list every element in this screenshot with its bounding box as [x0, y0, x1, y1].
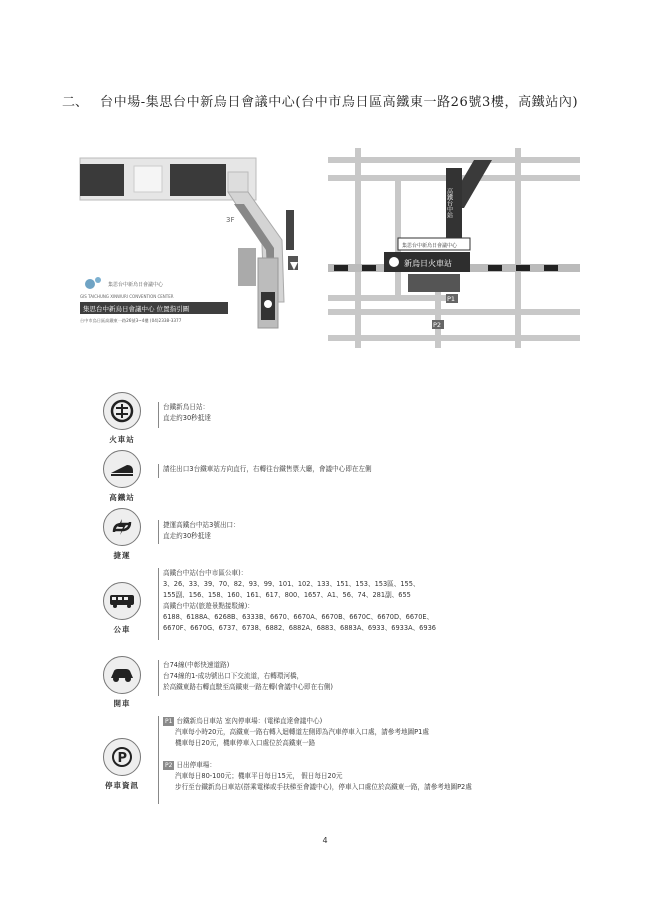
- high-speed-rail-text: [158, 464, 558, 478]
- parking-label: 停車資訊: [105, 781, 139, 790]
- p2-badge: P2: [165, 762, 173, 769]
- guide-address: 台中市烏日區高鐵東一路26號3~4樓 (04)2338-3377: [80, 318, 182, 323]
- bus-label: 公車: [113, 625, 131, 634]
- train-station-label: 新烏日火車站: [404, 259, 452, 268]
- car-icon: [103, 656, 141, 694]
- metro-label: 捷運: [113, 551, 131, 560]
- p1-heading-line: [163, 716, 558, 727]
- text-line: 高鐵台中站(旅遊景點接駁線)：: [163, 602, 254, 610]
- hsr-station-label: 高鐵台中站: [445, 188, 453, 218]
- metro-text: [158, 520, 558, 544]
- train-station-text: [158, 402, 558, 428]
- svg-text:P: P: [117, 751, 128, 766]
- brand-en: GIS TAICHUNG XINWURI CONVENTION CENTER: [80, 294, 174, 299]
- text-line: 6188、6188A、6268B、6333B、6670、6670A、6670B、6670C、6670D、6670E、: [163, 613, 434, 621]
- floor-3f-label: 3F: [226, 216, 235, 224]
- text-line: 6670F、6670G、6737、6738、6882、6882A、6883、6883A、6933、6933A、6936: [163, 624, 436, 632]
- guide-title: 集思台中新烏日會議中心 位置指引圖: [83, 305, 190, 313]
- driving-text: [158, 660, 558, 696]
- high-speed-rail-label: 高鐵站: [109, 493, 135, 502]
- high-speed-rail-icon: [103, 450, 141, 488]
- text-line: 捷運高鐵台中站3號出口：: [163, 521, 240, 529]
- floor-plan-map: [78, 152, 328, 342]
- text-line: 汽車每日80-100元；機車平日每日15元， 假日每日20元: [175, 772, 343, 780]
- p2-heading-line: [163, 760, 558, 771]
- text-line: 155副、156、158、160、161、617、800、1657、A1、56、74、281副、655: [163, 591, 411, 599]
- text-line: 請往出口3台鐵車站方向直行，右轉往台鐵售票大廳，會議中心即在左側: [163, 465, 372, 473]
- text-line: 台鐵新烏日站：: [163, 403, 210, 411]
- text-line: 直走約30秒抵達: [163, 532, 211, 540]
- text-line: 3、26、33、39、70、82、93、99、101、102、133、151、153、153區、155、: [163, 580, 420, 588]
- page-number: 4: [322, 836, 328, 845]
- text-line: 台鐵新烏日車站 室內停車場：(電梯直達會議中心): [176, 717, 323, 725]
- heading-text: 台中場-集思台中新烏日會議中心(台中市烏日區高鐵東一路26號3樓，高鐵站內): [100, 95, 579, 110]
- text-line: 步行至台鐵新烏日車站(搭乘電梯或手扶梯至會議中心)，停車入口處位於高鐵東一路，請參考地圖P2處: [175, 783, 472, 791]
- parking-text: [158, 716, 558, 804]
- text-line: 直走約30秒抵達: [163, 414, 211, 422]
- text-line: 台74線的1-成功號出口下交流道，右轉環河橋，: [163, 672, 304, 680]
- metro-icon: [103, 508, 141, 546]
- train-station-label: 火車站: [109, 435, 135, 444]
- train-station-icon: [103, 392, 141, 430]
- heading-number: 二、: [62, 95, 89, 110]
- center-label: 集思台中新烏日會議中心: [402, 243, 458, 249]
- bus-icon: [103, 582, 141, 620]
- text-line: 於高鐵東路右轉直駛至高鐵東一路左轉(會議中心即在右側): [163, 683, 333, 691]
- p2-marker: P2: [433, 321, 442, 329]
- p1-badge: P1: [165, 718, 173, 725]
- text-line: 日出停車場：: [176, 761, 216, 769]
- brand-title: 集思台中新烏日會議中心: [108, 282, 164, 288]
- text-line: 台74線(中彰快速道路): [163, 661, 230, 669]
- street-map: [328, 148, 580, 348]
- driving-label: 開車: [113, 699, 131, 708]
- text-line: 機車每日20元，機車停車入口處位於高鐵東一路: [175, 739, 316, 747]
- text-line: 汽車每小時20元，高鐵東一路右轉入迴轉道左側即為汽車停車入口處，請參考地圖P1處: [175, 728, 429, 736]
- bus-text: [158, 568, 558, 640]
- text-line: 高鐵台中站(台中市區公車)：: [163, 569, 248, 577]
- parking-icon: [103, 738, 141, 776]
- p1-marker: P1: [447, 295, 456, 303]
